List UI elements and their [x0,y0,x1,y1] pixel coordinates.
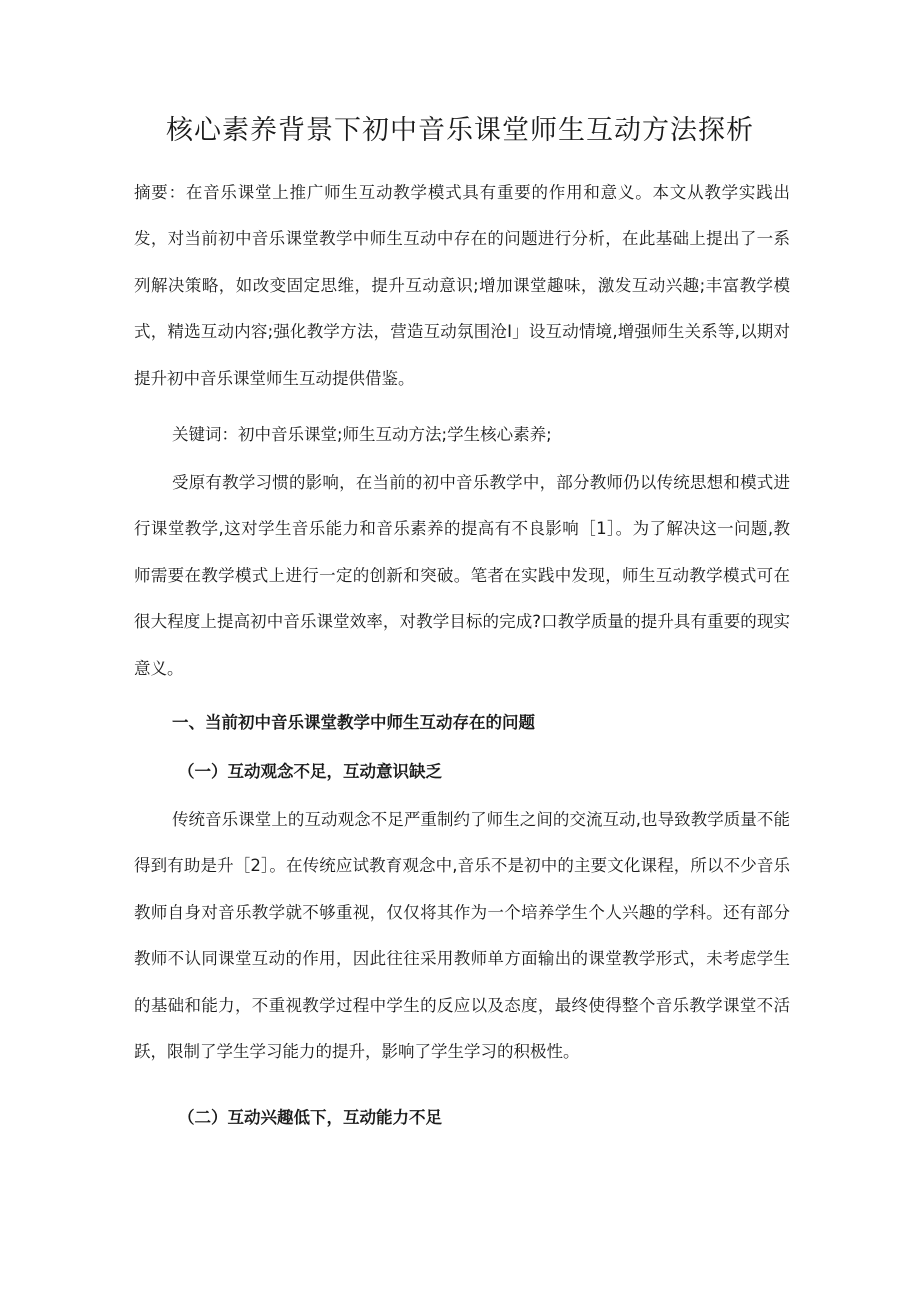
subsection-heading-2: （二）互动兴趣低下，互动能力不足 [178,1108,442,1127]
keywords-paragraph: 关键词：初中音乐课堂;师生互动方法;学生核心素养; [172,425,552,444]
document-title: 核心素养背景下初中音乐课堂师生互动方法探析 [166,115,754,146]
section-heading-1: 一、当前初中音乐课堂教学中师生互动存在的问题 [172,713,535,732]
intro-paragraph: 受原有教学习惯的影响，在当前的初中音乐教学中，部分教师仍以传统思想和模式进行课堂教学,这对学生音乐能力和音乐素养的提高有不良影响［1］。为了解决这一问题,教师需要在教学模式上进行一定的创新和突破。笔者在实践中发现，师生互动教学模式可在很大程度上提高初中音乐课堂效率，对教学目标的完成?口教学质量的提升具有重要的现实意义。 [134,473,790,678]
subsection-heading-1: （一）互动观念不足，互动意识缺乏 [178,762,442,781]
subsection-1-paragraph: 传统音乐课堂上的互动观念不足严重制约了师生之间的交流互动,也导致教学质量不能得到有助是升［2］。在传统应试教育观念中,音乐不是初中的主要文化课程，所以不少音乐教师自身对音乐教学就不够重视，仅仅将其作为一个培养学生个人兴趣的学科。还有部分教师不认同课堂互动的作用，因此往往采用教师单方面输出的课堂教学形式，未考虑学生的基础和能力，不重视教学过程中学生的反应以及态度，最终使得整个音乐教学课堂不活跃，限制了学生学习能力的提升，影响了学生学习的积极性。 [134,810,790,1062]
abstract-paragraph: 摘要：在音乐课堂上推广师生互动教学模式具有重要的作用和意义。本文从教学实践出发，对当前初中音乐课堂教学中师生互动中存在的问题进行分析，在此基础上提出了一系列解决策略，如改变固定思维，提升互动意识;增加课堂趣味，激发互动兴趣;丰富教学模式，精选互动内容;强化教学方法，营造互动氛围沧I」设互动情境,增强师生关系等,以期对提升初中音乐课堂师生互动提供借鉴。 [134,183,790,388]
